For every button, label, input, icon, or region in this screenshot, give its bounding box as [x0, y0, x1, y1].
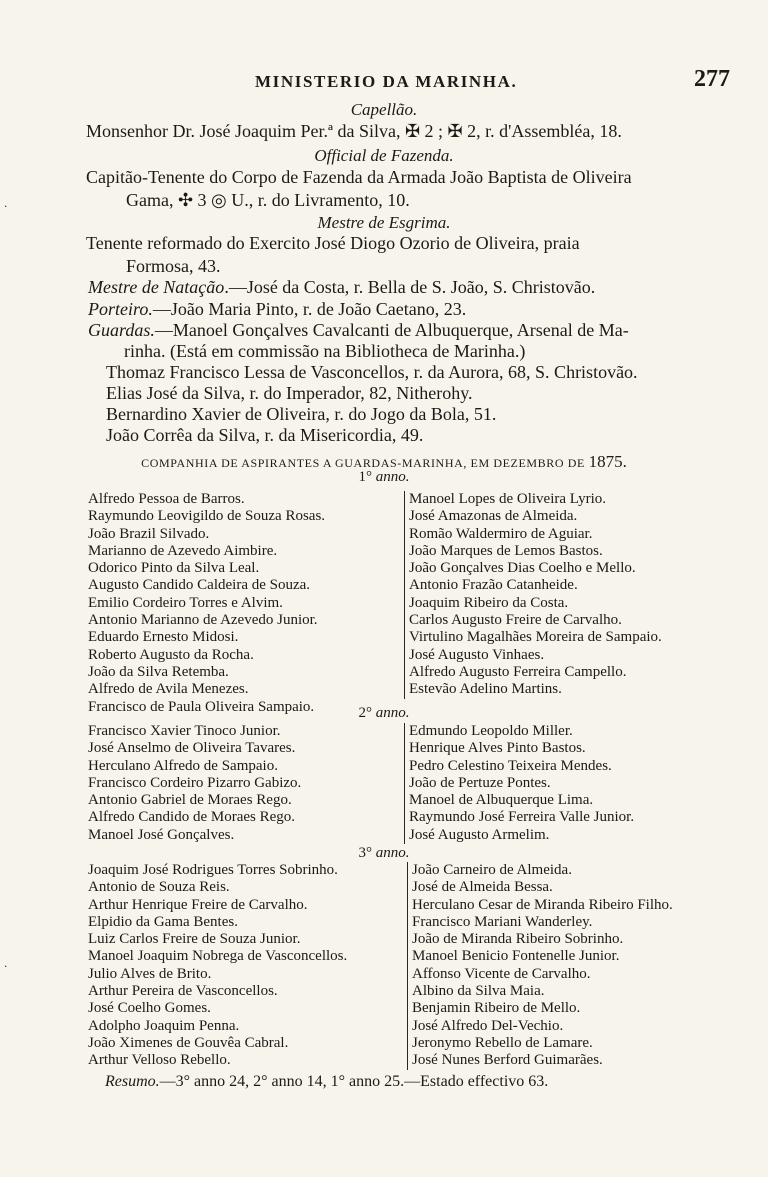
official-fazenda-line-1: Capitão-Tenente do Corpo de Fazenda da Armada João Baptista de Oliveira: [86, 167, 632, 187]
list-item: José Coelho Gomes.: [88, 1000, 211, 1017]
list-item: José Augusto Armelim.: [409, 826, 550, 843]
list-item: Odorico Pinto da Silva Leal.: [88, 560, 260, 577]
list-item: João da Silva Retemba.: [88, 663, 229, 680]
list-item: João de Pertuze Pontes.: [409, 774, 551, 791]
list-item: Antonio Marianno de Azevedo Junior.: [88, 612, 318, 629]
natacao-text: .—José da Costa, r. Bella de S. João, S. Christovão.: [224, 277, 596, 297]
guardas-label: Guardas.: [88, 320, 155, 340]
list-item: Carlos Augusto Freire de Carvalho.: [409, 612, 622, 629]
running-head: [0, 66, 768, 96]
year-3-number: 3°: [358, 845, 372, 861]
list-item: Alfredo Augusto Ferreira Campello.: [409, 663, 627, 680]
list-item: Francisco Xavier Tinoco Junior.: [88, 723, 281, 739]
natacao-label: Mestre de Natação: [88, 277, 225, 297]
list-item: Antonio de Souza Reis.: [88, 879, 230, 896]
resumo-label: Resumo.: [105, 1073, 160, 1090]
list-item: Alfredo de Avila Menezes.: [88, 681, 249, 698]
list-item: João de Miranda Ribeiro Sobrinho.: [412, 931, 624, 948]
year-2-right-list: [404, 723, 634, 844]
guardas-line-2: rinha. (Está em commissão na Bibliotheca de Marinha.): [124, 341, 526, 361]
guardas-text: —Manoel Gonçalves Cavalcanti de Albuquerque, Arsenal de Ma-: [154, 320, 629, 340]
list-item: Eduardo Ernesto Midosi.: [88, 629, 239, 646]
list-item: Romão Waldermiro de Aguiar.: [409, 525, 593, 542]
resumo-text: —3° anno 24, 2° anno 14, 1° anno 25.—Estado effectivo 63.: [159, 1073, 549, 1090]
list-item: Arthur Henrique Freire de Carvalho.: [88, 896, 308, 913]
list-item: Francisco Mariani Wanderley.: [412, 913, 593, 930]
list-item: Raymundo José Ferreira Valle Junior.: [409, 809, 635, 826]
year-1-number: 1°: [358, 469, 372, 485]
list-item: Joaquim Ribeiro da Costa.: [409, 594, 569, 611]
list-item: Arthur Velloso Rebello.: [88, 1052, 231, 1069]
natacao-entry: [88, 277, 595, 297]
list-item: Elpidio da Gama Bentes.: [88, 913, 238, 930]
list-item: Herculano Cesar de Miranda Ribeiro Filho.: [412, 896, 673, 913]
year-3-word: anno.: [375, 845, 410, 861]
year-2-word: anno.: [375, 705, 410, 721]
list-item: Pedro Celestino Teixeira Mendes.: [409, 757, 612, 774]
guardas-line-4: Elias José da Silva, r. do Imperador, 82, Nitherohy.: [106, 383, 473, 403]
guardas-line-6: João Corrêa da Silva, r. da Misericordia, 49.: [106, 425, 424, 445]
mestre-esgrima-heading: Mestre de Esgrima.: [317, 213, 451, 232]
list-item: Manoel Benicio Fontenelle Junior.: [412, 948, 620, 965]
list-item: Arthur Pereira de Vasconcellos.: [88, 983, 278, 1000]
running-title: MINISTERIO DA MARINHA.: [255, 72, 518, 91]
margin-speck-mark: ·: [4, 200, 8, 213]
list-item: João Marques de Lemos Bastos.: [409, 542, 603, 559]
list-item: Edmundo Leopoldo Miller.: [409, 723, 573, 739]
company-heading-text: COMPANHIA DE ASPIRANTES A GUARDAS-MARINHA, EM DEZEMBRO DE: [141, 456, 585, 470]
list-item: Virtulino Magalhães Moreira de Sampaio.: [409, 629, 662, 646]
capellao-entry: Monsenhor Dr. José Joaquim Per.ª da Silva, ✠ 2 ; ✠ 2, r. d'Assembléa, 18.: [86, 121, 622, 141]
list-item: Herculano Alfredo de Sampaio.: [88, 757, 278, 774]
list-item: Estevão Adelino Martins.: [409, 681, 562, 698]
company-year: 1875.: [588, 452, 627, 471]
margin-speck-mark: ·: [4, 960, 8, 973]
year-2-left-list: [88, 723, 301, 844]
list-item: Jeronymo Rebello de Lamare.: [412, 1034, 593, 1051]
list-item: Albino da Silva Maia.: [412, 983, 545, 1000]
list-item: João Ximenes de Gouvêa Cabral.: [88, 1034, 289, 1051]
year-1-right-list: [404, 491, 662, 699]
list-item: Emilio Cordeiro Torres e Alvim.: [88, 594, 283, 611]
porteiro-text: —João Maria Pinto, r. de João Caetano, 23.: [152, 299, 467, 319]
list-item: Manoel José Gonçalves.: [88, 826, 235, 843]
list-item: José Nunes Berford Guimarães.: [412, 1052, 603, 1069]
list-item: Raymundo Leovigildo de Souza Rosas.: [88, 508, 326, 525]
official-fazenda-line-2: Gama, ✣ 3 ◎ U., r. do Livramento, 10.: [126, 190, 410, 210]
list-item: José Alfredo Del-Vechio.: [412, 1017, 564, 1034]
list-item: João Carneiro de Almeida.: [412, 862, 572, 878]
list-item: Francisco Cordeiro Pizarro Gabizo.: [88, 774, 302, 791]
year-2-number: 2°: [358, 705, 372, 721]
list-item: José Anselmo de Oliveira Tavares.: [88, 740, 296, 757]
page-number: 277: [694, 66, 730, 92]
capellao-heading: Capellão.: [350, 100, 418, 119]
year-2-heading: [0, 705, 768, 722]
year-1-word: anno.: [375, 469, 410, 485]
list-item: Manoel de Albuquerque Lima.: [409, 792, 594, 809]
guardas-line-5: Bernardino Xavier de Oliveira, r. do Jogo da Bola, 51.: [106, 404, 497, 424]
list-item: Benjamin Ribeiro de Mello.: [412, 1000, 581, 1017]
list-item: Antonio Frazão Catanheide.: [409, 577, 578, 594]
porteiro-entry: [88, 299, 466, 319]
list-item: Affonso Vicente de Carvalho.: [412, 965, 591, 982]
list-item: Marianno de Azevedo Aimbire.: [88, 542, 278, 559]
list-item: Manoel Lopes de Oliveira Lyrio.: [409, 491, 607, 507]
list-item: José Augusto Vinhaes.: [409, 646, 545, 663]
list-item: Adolpho Joaquim Penna.: [88, 1017, 240, 1034]
list-item: Antonio Gabriel de Moraes Rego.: [88, 792, 292, 809]
list-item: José de Almeida Bessa.: [412, 879, 553, 896]
list-item: Alfredo Pessoa de Barros.: [88, 491, 245, 507]
list-item: João Brazil Silvado.: [88, 525, 210, 542]
list-item: Augusto Candido Caldeira de Souza.: [88, 577, 311, 594]
list-item: Henrique Alves Pinto Bastos.: [409, 740, 586, 757]
guardas-line-3: Thomaz Francisco Lessa de Vasconcellos, r. da Aurora, 68, S. Christovão.: [106, 362, 638, 382]
official-fazenda-heading: Official de Fazenda.: [314, 146, 454, 165]
list-item: Alfredo Candido de Moraes Rego.: [88, 809, 296, 826]
year-3-heading: [0, 845, 768, 862]
list-item: Roberto Augusto da Rocha.: [88, 646, 254, 663]
year-3-right-list: [407, 862, 673, 1070]
list-item: Luiz Carlos Freire de Souza Junior.: [88, 931, 301, 948]
year-1-left-list: [88, 491, 325, 716]
mestre-esgrima-line-1: Tenente reformado do Exercito José Diogo Ozorio de Oliveira, praia: [86, 233, 580, 253]
list-item: Manoel Joaquim Nobrega de Vasconcellos.: [88, 948, 348, 965]
list-item: Julio Alves de Brito.: [88, 965, 212, 982]
guardas-entry: [88, 320, 629, 340]
list-item: João Gonçalves Dias Coelho e Mello.: [409, 560, 636, 577]
porteiro-label: Porteiro.: [88, 299, 153, 319]
year-3-left-list: [88, 862, 347, 1070]
mestre-esgrima-line-2: Formosa, 43.: [126, 256, 221, 276]
list-item: Francisco de Paula Oliveira Sampaio.: [88, 698, 315, 715]
list-item: José Amazonas de Almeida.: [409, 508, 578, 525]
list-item: Joaquim José Rodrigues Torres Sobrinho.: [88, 862, 338, 878]
resumo-line: [105, 1073, 548, 1091]
year-1-heading: [0, 469, 768, 486]
